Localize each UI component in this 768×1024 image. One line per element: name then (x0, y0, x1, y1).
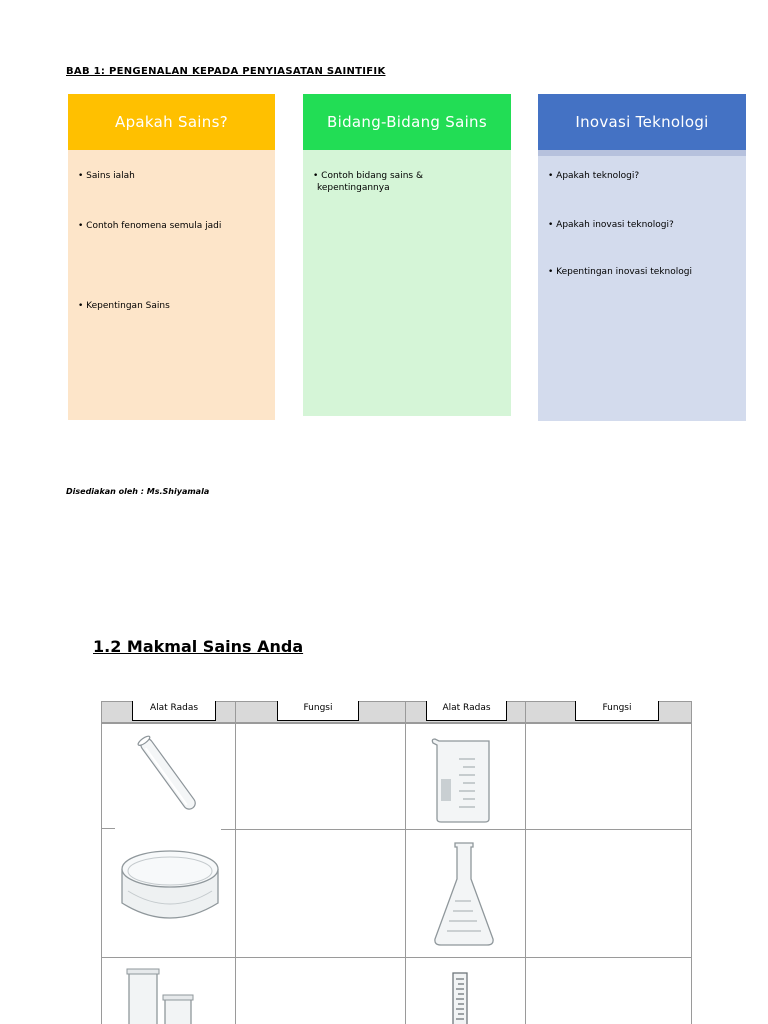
card-bidang-sains (303, 94, 511, 416)
bullet-item: • Contoh bidang sains & kepentingannya (313, 171, 423, 193)
gas-jar-icon (125, 967, 205, 1024)
card-header: Bidang-Bidang Sains (303, 94, 511, 150)
card-body (538, 150, 746, 421)
apparatus-table (101, 701, 693, 1024)
test-tube-icon (136, 729, 206, 827)
column-header-alat-radas: Alat Radas (426, 701, 507, 721)
card-inovasi-teknologi (538, 94, 746, 421)
column-header-fungsi: Fungsi (277, 701, 359, 721)
card-header: Inovasi Teknologi (538, 94, 746, 150)
column-header-fungsi: Fungsi (575, 701, 659, 721)
prepared-by-credit: Disediakan oleh : Ms.Shiyamala (66, 487, 210, 496)
petri-dish-icon (116, 847, 224, 929)
bullet-item: • Sains ialah (78, 171, 135, 181)
bullet-item: • Apakah teknologi? (548, 171, 640, 181)
card-header: Apakah Sains? (68, 94, 275, 150)
bullet-item: • Apakah inovasi teknologi? (548, 220, 674, 230)
bullet-item: • Kepentingan inovasi teknologi (548, 267, 692, 277)
beaker-icon (429, 735, 495, 825)
card-apakah-sains (68, 94, 275, 420)
column-header-alat-radas: Alat Radas (132, 701, 216, 721)
measuring-cylinder-icon (449, 971, 471, 1024)
conical-flask-icon (431, 839, 497, 949)
chapter-title: BAB 1: PENGENALAN KEPADA PENYIASATAN SAINTIFIK (66, 66, 386, 77)
card-body (303, 150, 511, 416)
bullet-item: • Contoh fenomena semula jadi (78, 221, 222, 231)
section-title: 1.2 Makmal Sains Anda (93, 637, 304, 656)
card-body (68, 150, 275, 420)
bullet-item: • Kepentingan Sains (78, 301, 170, 311)
